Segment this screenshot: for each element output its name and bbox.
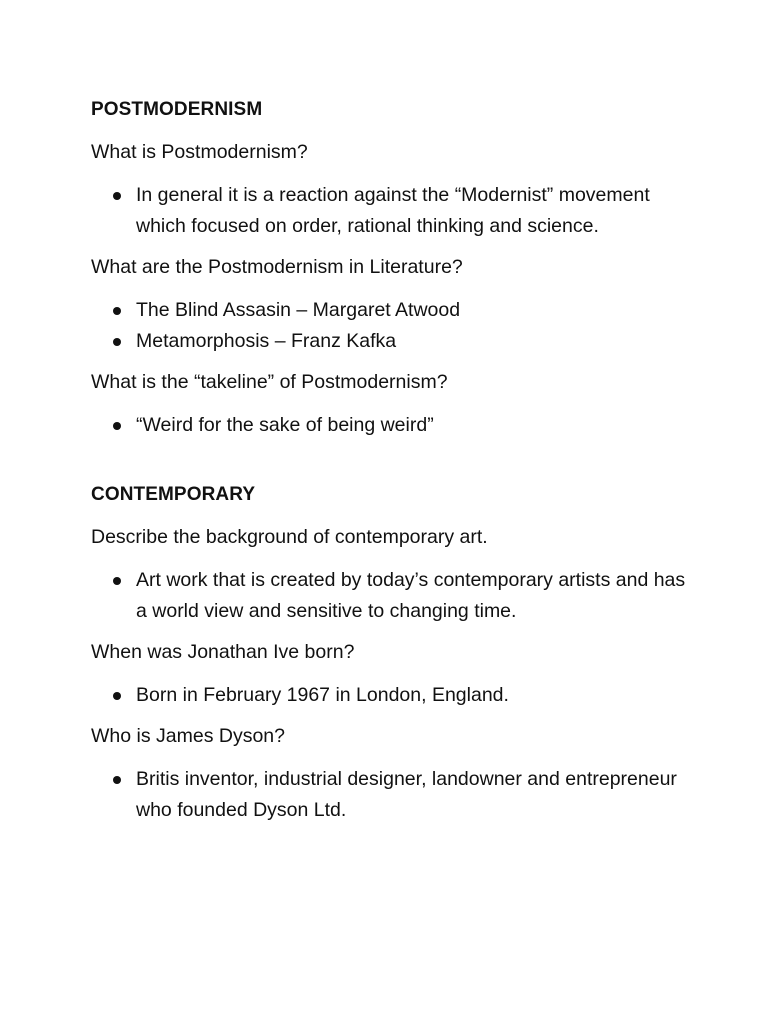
bullet-icon (113, 192, 121, 200)
answer-text: Born in February 1967 in London, England. (136, 684, 509, 706)
bullet-icon (113, 776, 121, 784)
list-item (91, 180, 691, 242)
section-heading-postmodernism: POSTMODERNISM (91, 99, 263, 120)
answer-text: Britis inventor, industrial designer, landowner and entrepreneur who founded Dyson Ltd. (136, 768, 677, 821)
answer-text: “Weird for the sake of being weird” (136, 414, 434, 436)
answer-list (91, 180, 691, 242)
question-contemporary-background: Describe the background of contemporary art. (91, 526, 488, 548)
bullet-icon (113, 422, 121, 430)
question-postmodernism-literature: What are the Postmodernism in Literature? (91, 256, 463, 278)
document-content (91, 94, 691, 836)
answer-text: The Blind Assasin – Margaret Atwood (136, 299, 461, 321)
list-item (91, 410, 691, 441)
question-takeline: What is the “takeline” of Postmodernism? (91, 371, 448, 393)
question-jonathan-ive: When was Jonathan Ive born? (91, 641, 355, 663)
section-heading-contemporary: CONTEMPORARY (91, 484, 256, 505)
answer-list (91, 565, 691, 627)
question-what-is-postmodernism: What is Postmodernism? (91, 141, 308, 163)
question-james-dyson: Who is James Dyson? (91, 725, 285, 747)
answer-list (91, 764, 691, 826)
bullet-icon (113, 692, 121, 700)
list-item (91, 680, 691, 711)
answer-list (91, 410, 691, 441)
answer-text: Art work that is created by today’s contemporary artists and has a world view and sensitive to changing time. (136, 569, 686, 622)
answer-text: Metamorphosis – Franz Kafka (136, 330, 397, 352)
list-item (91, 326, 691, 357)
list-item (91, 764, 691, 826)
answer-text: In general it is a reaction against the “Modernist” movement which focused on order, rational thinking and science. (136, 184, 650, 237)
answer-list (91, 680, 691, 711)
list-item (91, 295, 691, 326)
bullet-icon (113, 577, 121, 585)
bullet-icon (113, 338, 121, 346)
answer-list (91, 295, 691, 357)
bullet-icon (113, 307, 121, 315)
section-spacer (91, 451, 691, 479)
list-item (91, 565, 691, 627)
